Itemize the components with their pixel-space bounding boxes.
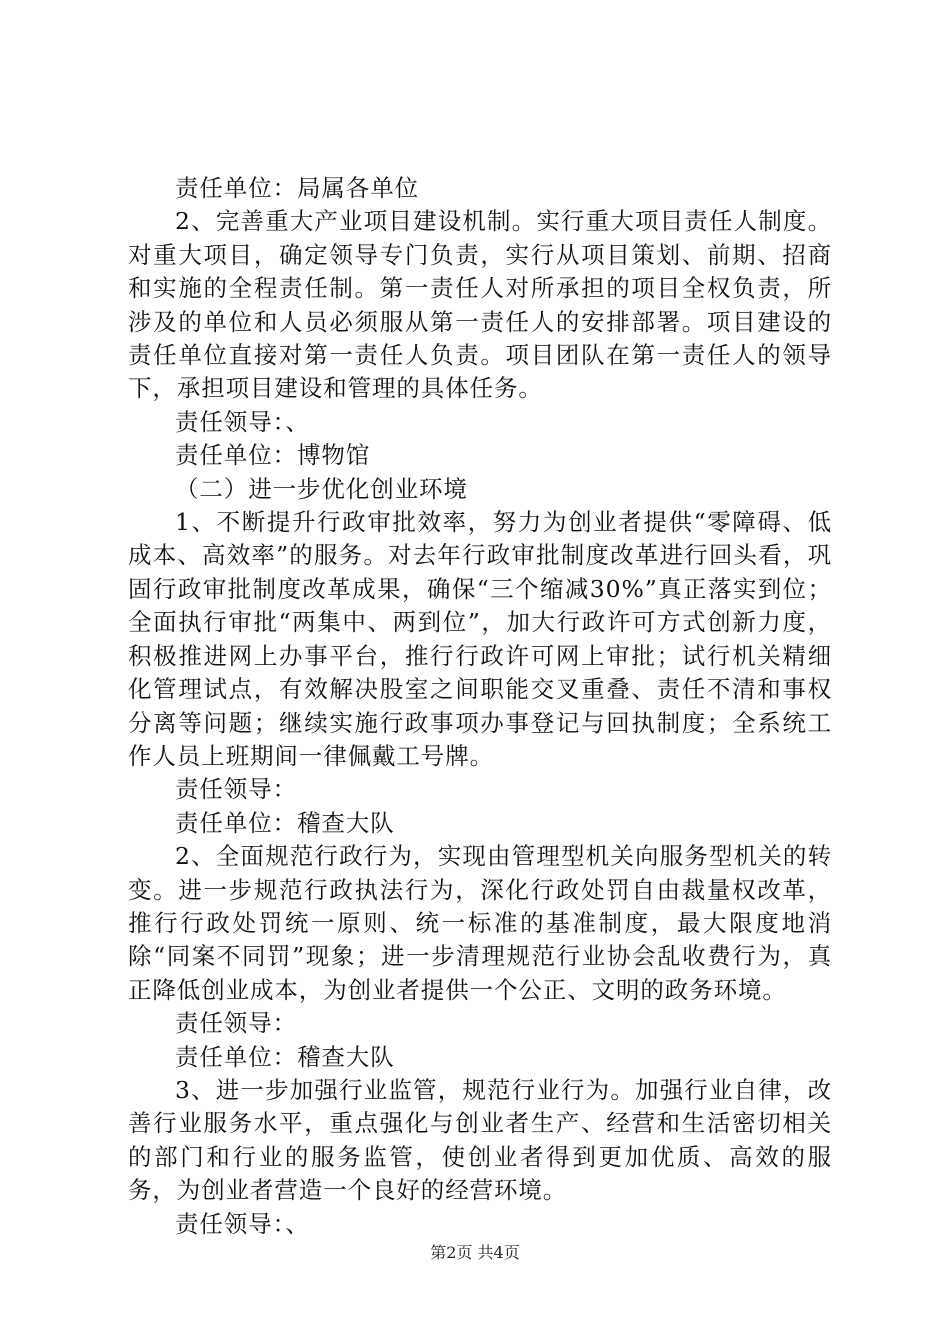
paragraph-responsible-leader-2: 责任领导： — [175, 775, 297, 804]
paragraph-responsible-leader-3: 责任领导： — [175, 1009, 297, 1038]
paragraph-responsible-unit-1: 责任单位：局属各单位 — [175, 174, 419, 202]
paragraph-responsible-leader-4: 责任领导：、 — [175, 1209, 310, 1238]
document-body — [128, 172, 832, 1241]
paragraph-responsible-leader-1: 责任领导：、 — [175, 407, 310, 436]
paragraph-item-1-approval-efficiency: 1、不断提升行政审批效率，努力为创业者提供“零障碍、低成本、高效率”的服务。对去年行政审批制度改革进行回头看，巩固行政审批制度改革成果，确保“三个缩减30%”真正落实到位；全面执行审批“两集中、两到位”，加大行政许可方式创新力度，积极推进网上办事平台，推行行政许可网上审批；试行机关精细化管理试点，有效解决股室之间职能交叉重叠、责任不清和事权分离等问题；继续实施行政事项办事登记与回执制度；全系统工作人员上班期间一律佩戴工号牌。 — [128, 508, 832, 770]
paragraph-responsible-unit-3: 责任单位：稽查大队 — [175, 808, 395, 837]
page-number: 第2页 共4页 — [430, 1243, 520, 1262]
paragraph-item-2-administrative-conduct: 2、全面规范行政行为，实现由管理型机关向服务型机关的转变。进一步规范行政执法行为，深化行政处罚自由裁量权改革，推行行政处罚统一原则、统一标准的基准制度，最大限度地消除“同案不同罚”现象；进一步清理规范行业协会乱收费行为，真正降低创业成本，为创业者提供一个公正、文明的政务环境。 — [128, 842, 832, 1004]
paragraph-responsible-unit-4: 责任单位：稽查大队 — [175, 1042, 395, 1071]
page-footer — [0, 1242, 950, 1264]
paragraph-item-2-project-mechanism: 2、完善重大产业项目建设机制。实行重大项目责任人制度。对重大项目，确定领导专门负责，实行从项目策划、前期、招商和实施的全程责任制。第一责任人对所承担的项目全权负责，所涉及的单位和人员必须服从第一责任人的安排部署。项目建设的责任单位直接对第一责任人负责。项目团队在第一责任人的领导下，承担项目建设和管理的具体任务。 — [128, 207, 832, 403]
section-heading-2: （二）进一步优化创业环境 — [175, 474, 468, 503]
paragraph-responsible-unit-2: 责任单位：博物馆 — [175, 441, 371, 470]
paragraph-item-3-industry-supervision: 3、进一步加强行业监管，规范行业行为。加强行业自律，改善行业服务水平，重点强化与创业者生产、经营和生活密切相关的部门和行业的服务监管，使创业者得到更加优质、高效的服务，为创业者营造一个良好的经营环境。 — [128, 1075, 832, 1205]
